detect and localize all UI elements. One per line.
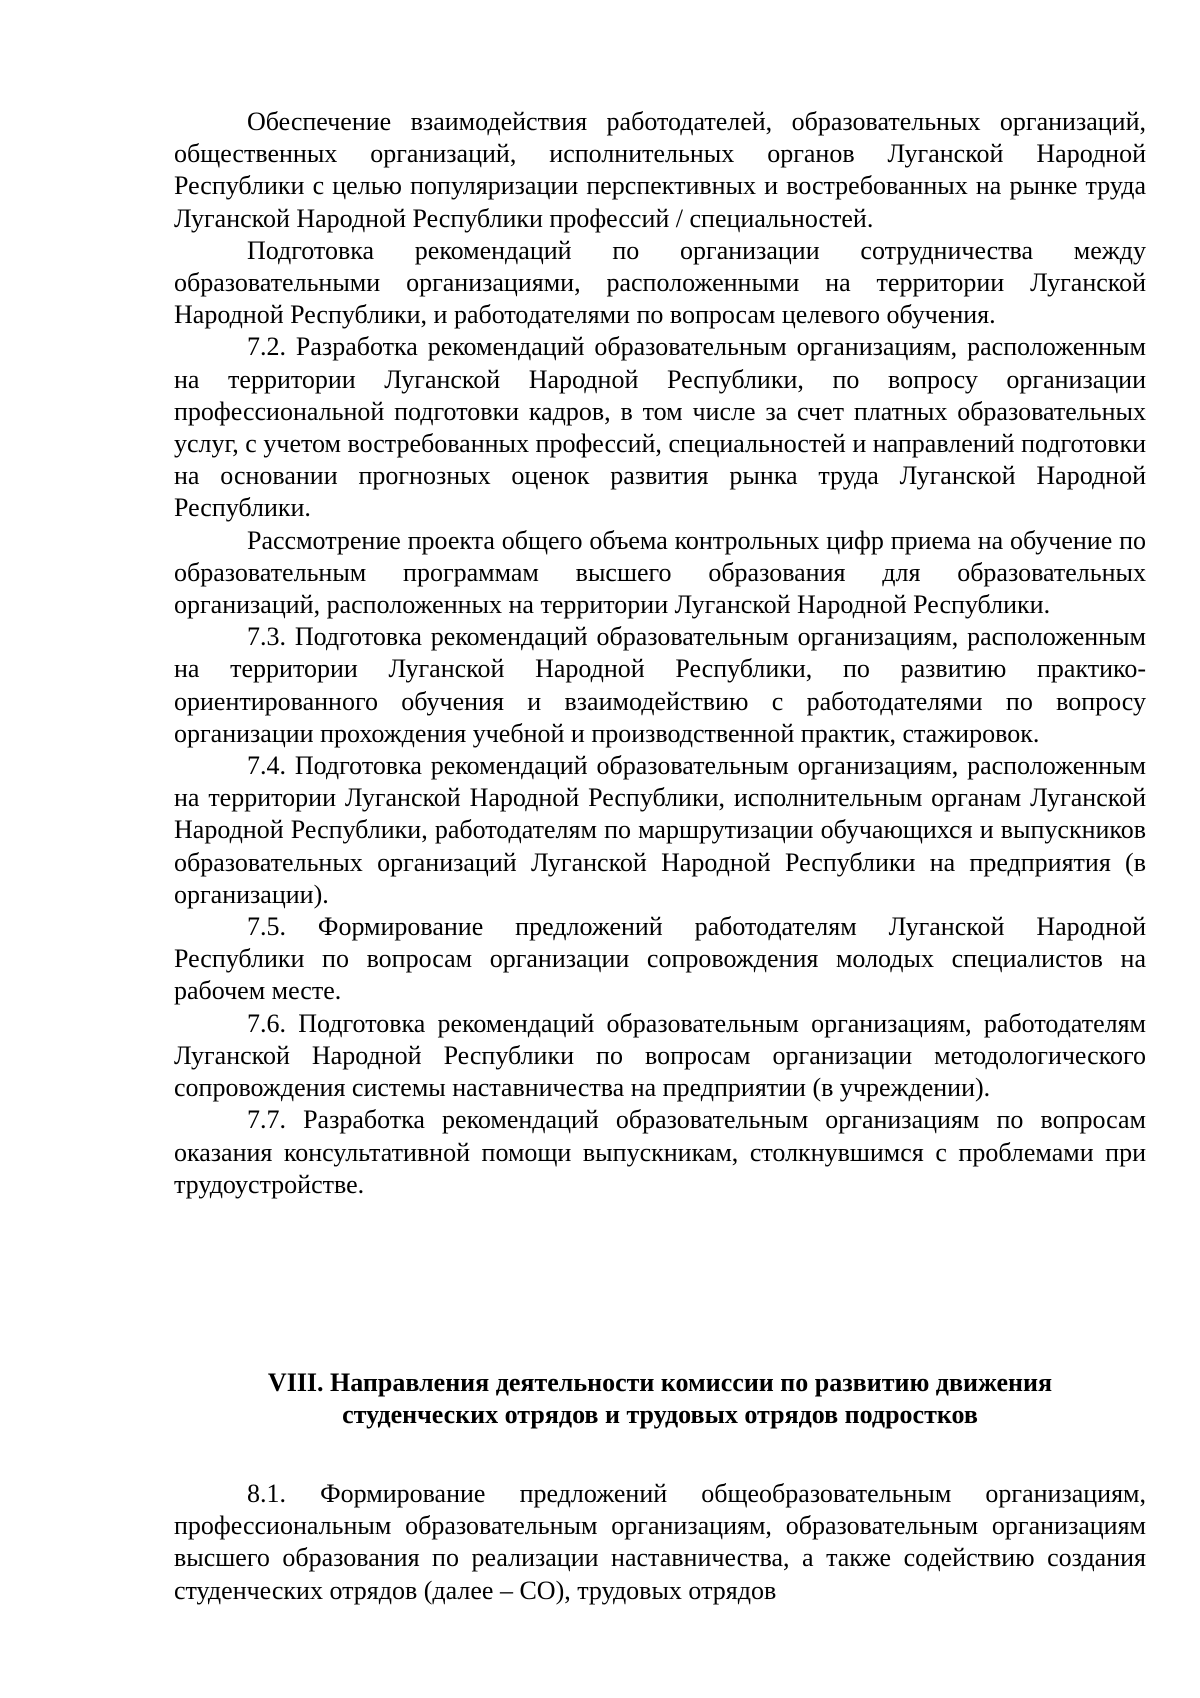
- paragraph-7-2: 7.2. Разработка рекомендаций образовательным организациям, расположенным на территории Луганской Народной Республики, по вопросу организации профессиональной подготовки кадров, в том числе за счет платных образовательных услуг, с учетом востребованных профессий, специальностей и направлений подготовки на основании прогнозных оценок развития рынка труда Луганской Народной Республики.: [174, 332, 1146, 523]
- body-text-bottom: [174, 1478, 1146, 1607]
- paragraph-7-6: 7.6. Подготовка рекомендаций образовательным организациям, работодателям Луганской Народной Республики по вопросам организации методологического сопровождения системы наставничества на предприятии (в учреждении).: [174, 1008, 1146, 1103]
- section-heading-line-2: студенческих отрядов и трудовых отрядов подростков: [342, 1400, 978, 1429]
- paragraph-7-7: 7.7. Разработка рекомендаций образовательным организациям по вопросам оказания консультативной помощи выпускникам, столкнувшимся с проблемами при трудоустройстве.: [174, 1105, 1146, 1199]
- paragraph-8-1: 8.1. Формирование предложений общеобразовательным организациям, профессиональным образовательным организациям, образовательным организациям высшего образования по реализации наставничества, а также содействию создания студенческих отрядов (далее – СО), трудовых отрядов: [174, 1479, 1146, 1605]
- paragraph-7-3: 7.3. Подготовка рекомендаций образовательным организациям, расположенным на территории Луганской Народной Республики, по развитию практико-ориентированного обучения и взаимодействию с работодателями по вопросу организации прохождения учебной и производственной практик, стажировок.: [174, 622, 1146, 748]
- body-text-top: [174, 106, 1146, 1201]
- section-heading-line-1: VIII. Направления деятельности комиссии по развитию движения: [267, 1368, 1053, 1397]
- paragraph-7-4: 7.4. Подготовка рекомендаций образовательным организациям, расположенным на территории Луганской Народной Республики, исполнительным органам Луганской Народной Республики, работодателям по маршрутизации обучающихся и выпускников образовательных организаций Луганской Народной Республики на предприятия (в организации).: [174, 751, 1146, 909]
- paragraph: Подготовка рекомендаций по организации сотрудничества между образовательными организациями, расположенными на территории Луганской Народной Республики, и работодателями по вопросам целевого обучения.: [174, 235, 1146, 330]
- paragraph: Рассмотрение проекта общего объема контрольных цифр приема на обучение по образовательным программам высшего образования для образовательных организаций, расположенных на территории Луганской Народной Республики.: [174, 525, 1146, 620]
- paragraph-7-5: 7.5. Формирование предложений работодателям Луганской Народной Республики по вопросам организации сопровождения молодых специалистов на рабочем месте.: [174, 912, 1146, 1006]
- section-heading: [174, 1367, 1146, 1431]
- paragraph: Обеспечение взаимодействия работодателей, образовательных организаций, общественных организаций, исполнительных органов Луганской Народной Республики с целью популяризации перспективных и востребованных на рынке труда Луганской Народной Республики профессий / специальностей.: [174, 107, 1146, 233]
